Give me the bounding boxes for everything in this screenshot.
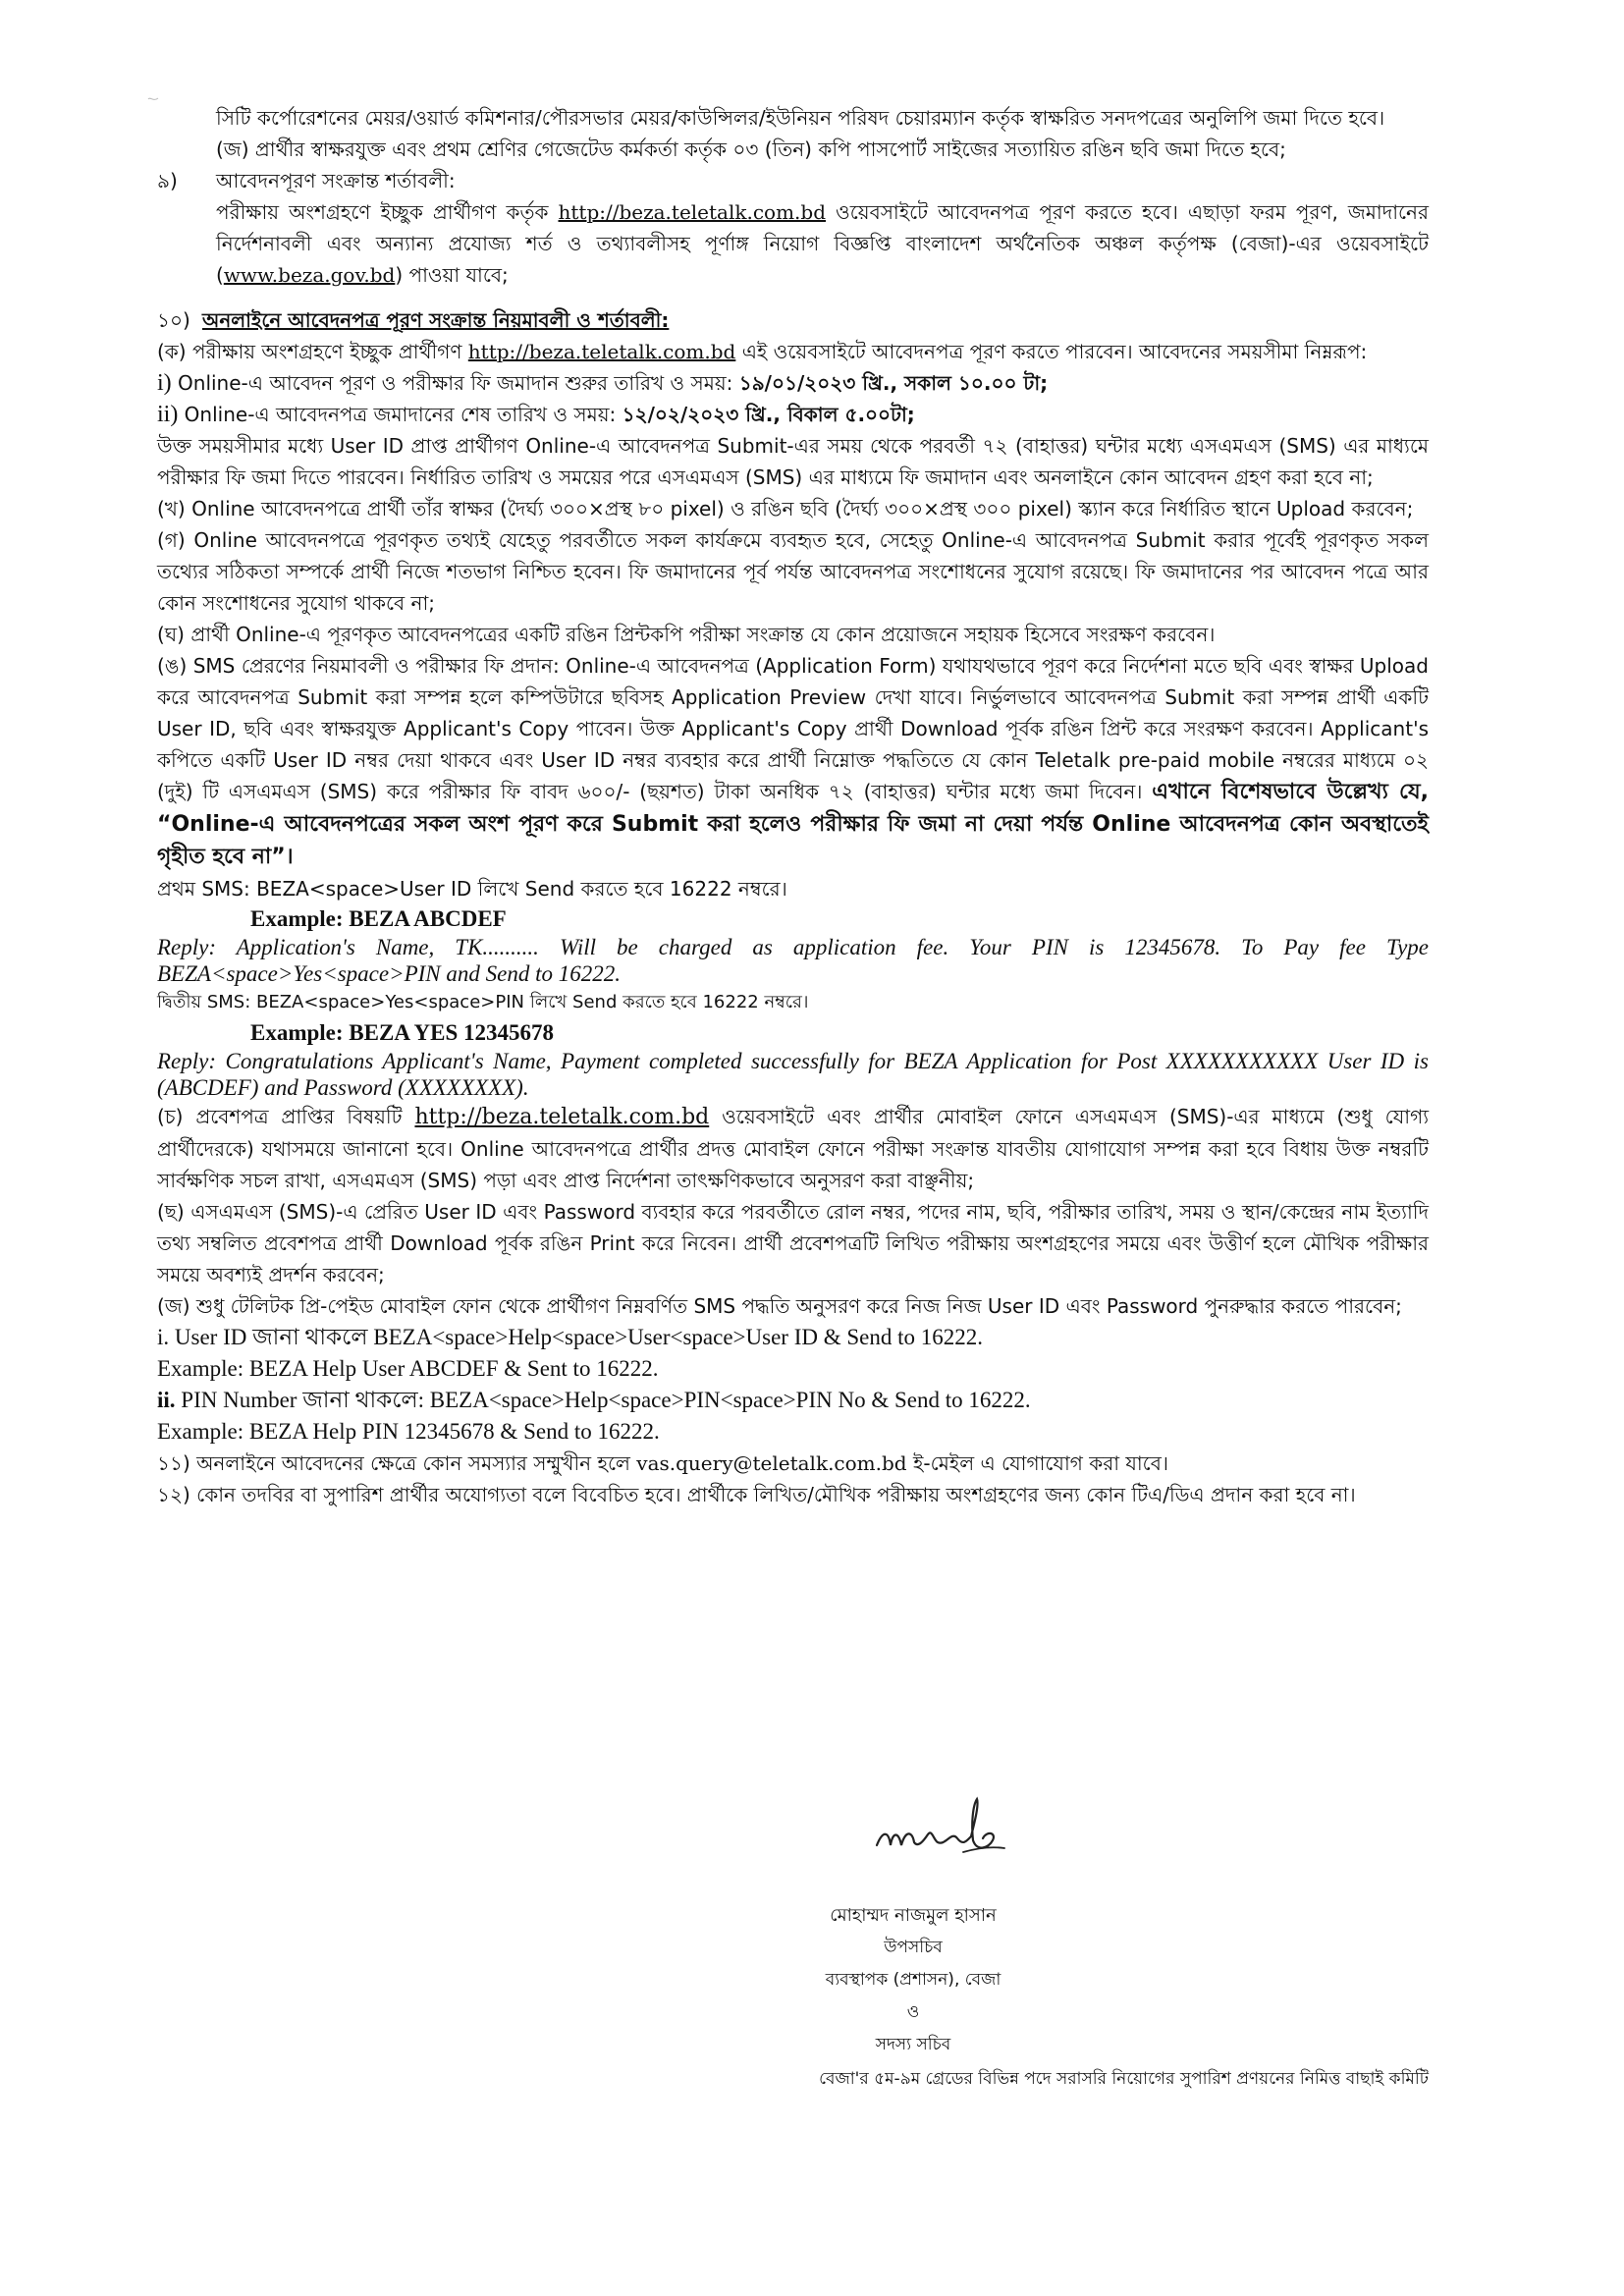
section-9-heading (157, 165, 1429, 196)
beza-website-link[interactable]: www.beza.gov.bd (223, 263, 396, 287)
section-9-text-3: ) পাওয়া যাবে; (395, 263, 509, 287)
signatory-details (707, 1899, 1119, 2061)
section-10-title: অনলাইনে আবেদনপত্র পূরণ সংক্রান্ত নিয়মাবলী ও শর্তাবলী: (202, 308, 670, 332)
clause-gha: (ঘ) প্রার্থী Online-এ পূরণকৃত আবেদনপত্রের একটি রঙিন প্রিন্টকপি পরীক্ষা সংক্রান্ত যে কোন প্রয়োজনে সহায়ক হিসেবে সংরক্ষণ করবেন। (157, 623, 1216, 646)
recovery-pin-example: Example: BEZA Help PIN 12345678 & Send to 16222. (157, 1419, 660, 1444)
second-sms-example: Example: BEZA YES 12345678 (250, 1020, 555, 1045)
date-start-label: Online-এ আবেদন পূরণ ও পরীক্ষার ফি জমাদান শুরুর তারিখ ও সময়: (171, 371, 739, 395)
clause-ka-text-2: এই ওয়েবসাইটে আবেদনপত্র পূরণ করতে পারবেন। আবেদনের সময়সীমা নিম্নরূপ: (735, 340, 1368, 363)
clause-ka-text-1: (ক) পরীক্ষায় অংশগ্রহণে ইচ্ছুক প্রার্থীগণ (157, 340, 468, 363)
section-10-heading (157, 304, 1429, 336)
document-page (157, 102, 1430, 2089)
date-end-value: ১২/০২/২০২৩ খ্রি., বিকাল ৫.০০টা; (622, 403, 915, 426)
first-sms-example: Example: BEZA ABCDEF (250, 906, 507, 931)
support-email-link[interactable]: vas.query@teletalk.com.bd (636, 1451, 907, 1475)
date-end-label: Online-এ আবেদনপত্র জমাদানের শেষ তারিখ ও সময়: (178, 403, 623, 426)
clause-ga: (গ) Online আবেদনপত্রে পূরণকৃত তথ্যই যেহেতু পরবর্তীতে সকল কার্যক্রমে ব্যবহৃত হবে, সেহেতু Online-এ আবেদনপত্র Submit করার পূর্বেই পূরণকৃত সকল তথ্যের সঠিকতা সম্পর্কে প্রার্থী নিজে শতভাগ নিশ্চিত হবেন। ফি জমাদানের পূর্ব পর্যন্ত আবেদনপত্র সংশোধনের সুযোগ রয়েছে। ফি জমাদানের পর আবেদন পত্রে আর কোন সংশোধনের সুযোগ থাকবে না; (157, 528, 1429, 615)
clause-uo (157, 650, 1429, 873)
second-sms-instruction: দ্বিতীয় SMS: BEZA<space>Yes<space>PIN লিখে Send করতে হবে 16222 নম্বরে। (157, 992, 809, 1012)
signatory-and: ও (906, 2002, 920, 2022)
clause-chha: (ছ) এসএমএস (SMS)-এ প্রেরিত User ID এবং Password ব্যবহার করে পরবর্তীতে রোল নম্বর, পদের নাম, ছবি, পরীক্ষার তারিখ, সময় ও স্থান/কেন্দ্রের নাম ইত্যাদি তথ্য সম্বলিত প্রবেশপত্র প্রার্থী Download পূর্বক রঙিন Print করে নিবেন। প্রার্থী প্রবেশপত্রটি লিখিত পরীক্ষায় অংশগ্রহণের সময়ে এবং উত্তীর্ণ হলে মৌখিক পরীক্ষার সময়ে অবশ্যই প্রদর্শন করবেন; (157, 1200, 1429, 1286)
clause-jo-recovery: (জ) শুধু টেলিটক প্রি-পেইড মোবাইল ফোন থেকে প্রার্থীগণ নিম্নবর্ণিত SMS পদ্ধতি অনুসরণ করে নিজ নিজ User ID এবং Password পুনরুদ্ধার করতে পারবেন; (157, 1294, 1402, 1318)
handwritten-signature (869, 1791, 1016, 1880)
signatory-name: মোহাম্মদ নাজমুল হাসান (830, 1905, 997, 1926)
recovery-pin-text: PIN Number জানা থাকলে: BEZA<space>Help<space>PIN<space>PIN No & Send to 16222. (175, 1388, 1031, 1412)
clause-uo-text: (ঙ) SMS প্রেরণের নিয়মাবলী ও পরীক্ষার ফি প্রদান: Online-এ আবেদনপত্র (Application Form) যথাযথভাবে পূরণ করে নির্দেশনা মতে ছবি এবং স্বাক্ষর Upload করে আবেদনপত্র Submit করা সম্পন্ন হলে কম্পিউটারে ছবিসহ Application Preview দেখা যাবে। নির্ভুলভাবে আবেদনপত্র Submit করা সম্পন্ন প্রার্থী একটি User ID, ছবি এবং স্বাক্ষরযুক্ত Applicant's Copy পাবেন। উক্ত Applicant's Copy প্রার্থী Download পূর্বক রঙিন প্রিন্ট করে সংরক্ষণ করবেন। Applicant's কপিতে একটি User ID নম্বর দেয়া থাকবে এবং User ID নম্বর ব্যবহার করে প্রার্থী নিম্নোক্ত পদ্ধতিতে যে কোন Teletalk pre-paid mobile নম্বরের মাধ্যমে ০২ (দুই) টি এসএমএস (SMS) করে পরীক্ষার ফি বাবদ ৬০০/- (ছয়শত) টাকা অনধিক ৭২ (বাহাত্তর) ঘন্টার মধ্যে জমা দিবেন। (157, 654, 1429, 803)
signatory-title-3: সদস্য সচিব (875, 2035, 951, 2054)
section-11-text-1: ১১) অনলাইনে আবেদনের ক্ষেত্রে কোন সমস্যার সম্মুখীন হলে (157, 1451, 637, 1475)
committee-name: বেজা'র ৫ম-৯ম গ্রেডের বিভিন্ন পদে সরাসরি নিয়োগের সুপারিশ প্রণয়নের নিমিত্ত বাছাই কমিটি (819, 2069, 1429, 2089)
recovery-i-number: i. (157, 1325, 170, 1349)
clause-uo-emphasis: এখানে বিশেষভাবে উল্লেখ্য যে, “Online-এ আবেদনপত্রের সকল অংশ পূরণ করে Submit করা হলেও পরীক্ষার ফি জমা না দেয়া পর্যন্ত Online আবেদনপত্র কোন অবস্থাতেই গৃহীত হবে না”। (157, 780, 1429, 869)
recovery-pin (157, 1385, 1429, 1416)
recovery-ii-number: ii. (157, 1388, 176, 1412)
recovery-user-id (157, 1322, 1429, 1353)
recovery-user-id-example: Example: BEZA Help User ABCDEF & Sent to 16222. (157, 1356, 659, 1381)
section-9-text-2: ওয়েবসাইটে আবেদনপত্র পূরণ করতে হবে। এছাড়া ফরম পূরণ, জমাদানের নির্দেশনাবলী এবং অন্যান্য প্রযোজ্য শর্ত ও তথ্যাবলীসহ পূর্ণাঙ্গ নিয়োগ বিজ্ঞপ্তি বাংলাদেশ অর্থনৈতিক অঞ্চল কর্তৃপক্ষ (বেজা)-এর ওয়েবসাইটে ( (216, 200, 1429, 287)
clause-kha: (খ) Online আবেদনপত্রে প্রার্থী তাঁর স্বাক্ষর (দৈর্ঘ্য ৩০০×প্রস্থ ৮০ pixel) ও রঙিন ছবি (দৈর্ঘ্য ৩০০×প্রস্থ ৩০০ pixel) স্ক্যান করে নির্ধারিত স্থানে Upload করবেন; (157, 497, 1414, 520)
recovery-user-id-text: User ID জানা থাকলে BEZA<space>Help<space>User<space>User ID & Send to 16222. (169, 1325, 983, 1349)
section-9-text-1: পরীক্ষায় অংশগ্রহণে ইচ্ছুক প্রার্থীগণ কর্তৃক (216, 200, 559, 224)
teletalk-link[interactable]: http://beza.teletalk.com.bd (467, 340, 736, 363)
date-start-value: ১৯/০১/২০২৩ খ্রি., সকাল ১০.০০ টা; (738, 371, 1049, 395)
section-11-text-2: ই-মেইল এ যোগাযোগ করা যাবে। (906, 1451, 1169, 1475)
date-end (157, 399, 1429, 430)
clause-ka (157, 336, 1429, 367)
section-12: ১২) কোন তদবির বা সুপারিশ প্রার্থীর অযোগ্যতা বলে বিবেচিত হবে। প্রার্থীকে লিখিত/মৌখিক পরীক্ষায় অংশগ্রহণের জন্য কোন টিএ/ডিএ প্রদান করা হবে না। (157, 1483, 1356, 1506)
second-sms-reply: Reply: Congratulations Applicant's Name, Payment completed successfully for BEZA Application for Post XXXXXXXXXXX User ID is (ABCDEF) and Password (XXXXXXXX). (157, 1049, 1429, 1100)
section-9-number: ৯) (157, 169, 178, 192)
photo-requirement-paragraph: (জ) প্রার্থীর স্বাক্ষরযুক্ত এবং প্রথম শ্রেণির গেজেটেড কর্মকর্তা কর্তৃক ০৩ (তিন) কপি পাসপোর্ট সাইজের সত্যায়িত রঙিন ছবি জমা দিতে হবে; (216, 137, 1286, 161)
section-11 (157, 1448, 1429, 1479)
signatory-title-2: ব্যবস্থাপক (প্রশাসন), বেজা (825, 1970, 1001, 1990)
first-sms-reply: Reply: Application's Name, TK.......... Will be charged as application fee. Your PIN is 12345678. To Pay fee Type BEZA<space>Yes<space>PIN and Send to 16222. (157, 935, 1429, 986)
section-9-body (157, 196, 1429, 291)
clause-cha-text-2: ওয়েবসাইটে এবং প্রার্থীর মোবাইল ফোনে এসএমএস (SMS)-এর মাধ্যমে (শুধু যোগ্য প্রার্থীদেরকে) যথাসময়ে জানানো হবে। Online আবেদনপত্রে প্রার্থীর প্রদত্ত মোবাইল ফোনে পরীক্ষা সংক্রান্ত যাবতীয় যোগাযোগ সম্পন্ন করা হবে বিধায় উক্ত নম্বরটি সার্বক্ষণিক সচল রাখা, এসএমএস (SMS) পড়া এবং প্রাপ্ত নির্দেশনা তাৎক্ষণিকভাবে অনুসরণ করা বাঞ্ছনীয়; (157, 1105, 1430, 1192)
date-start (157, 367, 1429, 399)
certificate-paragraph: সিটি কর্পোরেশনের মেয়র/ওয়ার্ড কমিশনার/পৌরসভার মেয়র/কাউন্সিলর/ইউনিয়ন পরিষদ চেয়ারম্যান কর্তৃক স্বাক্ষরিত সনদপত্রের অনুলিপি জমা দিতে হবে। (216, 106, 1385, 130)
signatory-title-1: উপসচিব (884, 1938, 943, 1957)
teletalk-link[interactable]: http://beza.teletalk.com.bd (558, 200, 827, 224)
clause-cha (157, 1101, 1429, 1196)
section-10-number: ১০) (157, 308, 190, 332)
fee-window-paragraph: উক্ত সময়সীমার মধ্যে User ID প্রাপ্ত প্রার্থীগণ Online-এ আবেদনপত্র Submit-এর সময় থেকে পরবর্তী ৭২ (বাহাত্তর) ঘন্টার মধ্যে এসএমএস (SMS) এর মাধ্যমে পরীক্ষার ফি জমা দিতে পারবেন। নির্ধারিত তারিখ ও সময়ের পরে এসএমএস (SMS) এর মাধ্যমে ফি জমাদান এবং অনলাইনে কোন আবেদন গ্রহণ করা হবে না; (157, 434, 1429, 489)
first-sms-instruction: প্রথম SMS: BEZA<space>User ID লিখে Send করতে হবে 16222 নম্বরে। (157, 877, 787, 901)
clause-cha-text-1: (চ) প্রবেশপত্র প্রাপ্তির বিষয়টি (157, 1105, 415, 1128)
teletalk-link[interactable]: http://beza.teletalk.com.bd (414, 1105, 710, 1129)
section-9-title: আবেদনপূরণ সংক্রান্ত শর্তাবলী: (216, 169, 456, 192)
item-ii-number: ii) (157, 402, 179, 427)
item-i-number: i) (157, 370, 172, 396)
